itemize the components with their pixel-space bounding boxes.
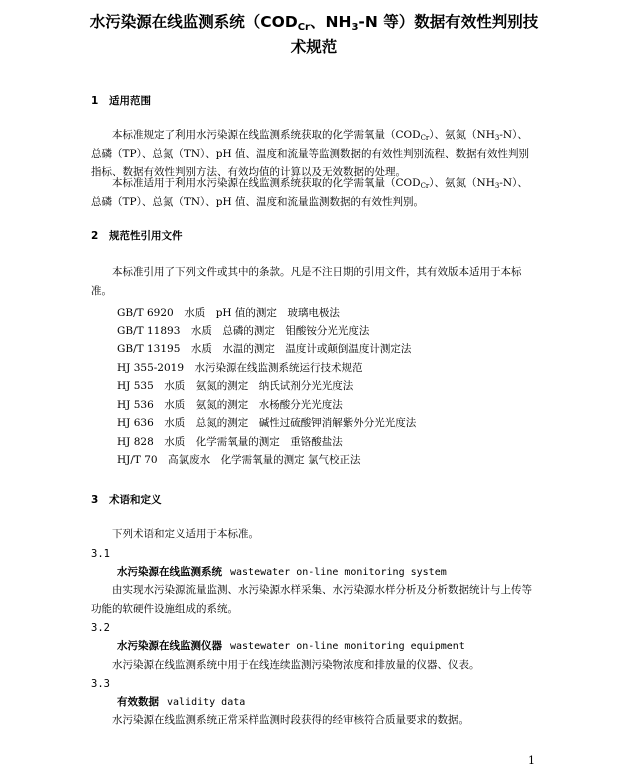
term-number: 3.1 — [91, 548, 110, 560]
references-intro: 本标准引用了下列文件或其中的条款。凡是不注日期的引用文件，其有效版本适用于本标准。 — [91, 266, 522, 297]
term-title: 水污染源在线监测系统 wastewater on-line monitoring system — [117, 566, 447, 578]
term-title: 有效数据 validity data — [117, 696, 246, 708]
term-definition: 水污染源在线监测系统中用于在线连续监测污染物浓度和排放量的仪器、仪表。 — [112, 659, 480, 671]
reference-item: HJ 535 水质 氨氮的测定 纳氏试剂分光光度法 — [117, 380, 354, 392]
section-heading-references: 2 规范性引用文件 — [91, 230, 183, 242]
term-number: 3.3 — [91, 678, 110, 690]
term-definition: 由实现水污染源流量监测、水污染源水样采集、水污染源水样分析及分析数据统计与上传等功能的软硬件设施组成的系统。 — [91, 584, 532, 615]
reference-item: GB/T 6920 水质 pH 值的测定 玻璃电极法 — [117, 307, 340, 319]
section-heading-scope: 1 适用范围 — [91, 95, 151, 107]
reference-item: HJ 536 水质 氨氮的测定 水杨酸分光光度法 — [117, 399, 343, 411]
term-title: 水污染源在线监测仪器 wastewater on-line monitoring equipment — [117, 640, 465, 652]
scope-paragraph-1: 本标准规定了利用水污染源在线监测系统获取的化学需氧量$(COD_{Cr})$、氨氮$(NH_3-N)$、总磷（TP）、总氮（TN）、pH 值、温度和流量等监测数据的有效性判别流程、数据有效性判别指标、数据有效性判别方法、有效均值的计算以及无效数据的处理。 — [91, 129, 529, 178]
reference-item: HJ 828 水质 化学需氧量的测定 重铬酸盐法 — [117, 436, 343, 448]
page-number: 1 — [528, 754, 535, 767]
section-heading-terms: 3 术语和定义 — [91, 494, 162, 506]
reference-item: GB/T 11893 水质 总磷的测定 钼酸铵分光光度法 — [117, 325, 370, 337]
term-number: 3.2 — [91, 622, 110, 634]
term-definition: 水污染源在线监测系统正常采样监测时段获得的经审核符合质量要求的数据。 — [112, 714, 469, 726]
reference-item: GB/T 13195 水质 水温的测定 温度计或颠倒温度计测定法 — [117, 343, 412, 355]
reference-item: HJ 636 水质 总氮的测定 碱性过硫酸钾消解紫外分光光度法 — [117, 417, 417, 429]
scope-paragraph-2: 本标准适用于利用水污染源在线监测系统获取的化学需氧量$(COD_{Cr})$、氨氮$(NH_3-N)$、总磷（TP）、总氮（TN）、pH 值、温度和流量监测数据的有效性判别。 — [91, 177, 528, 208]
document-title — [40, 10, 588, 60]
terms-intro: 下列术语和定义适用于本标准。 — [112, 528, 259, 540]
title-line-2: 术规范 — [290, 38, 338, 56]
title-line-1: 水污染源在线监测系统（$COD_{Cr}$、$NH_3-N$ 等）数据有效性判别技 — [89, 13, 539, 33]
reference-item: HJ/T 70 高氯废水 化学需氧量的测定 氯气校正法 — [117, 454, 361, 466]
reference-item: HJ 355-2019 水污染源在线监测系统运行技术规范 — [117, 362, 363, 374]
